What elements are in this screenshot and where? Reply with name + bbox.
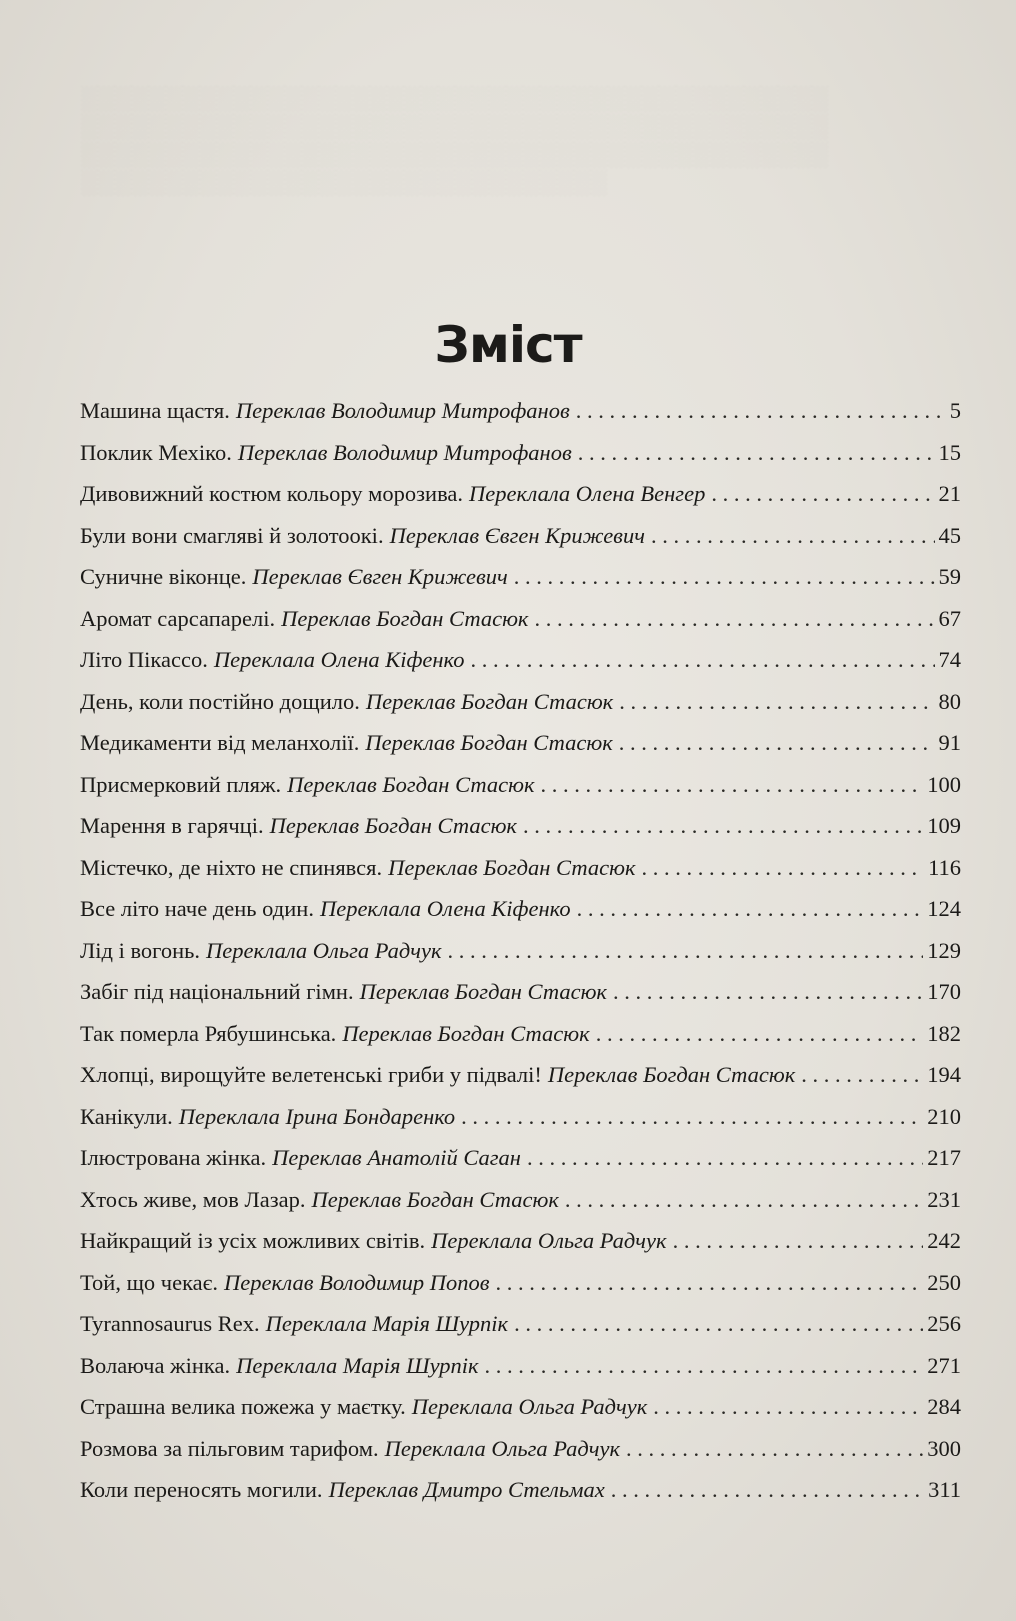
toc-entry[interactable] [80, 805, 961, 847]
toc-entry[interactable] [80, 930, 961, 972]
dot-leader [642, 847, 925, 889]
toc-entry-title: Лід і вогонь. [80, 937, 201, 963]
toc-entry[interactable] [80, 1262, 961, 1304]
toc-entry[interactable] [80, 515, 961, 557]
toc-entry-title: Дивовижний костюм кольору морозива. [80, 481, 464, 506]
toc-entry-page-number: 284 [927, 1394, 961, 1419]
toc-entry-page-number: 59 [938, 564, 961, 589]
toc-entry-title: Все літо наче день один. [80, 896, 314, 921]
dot-leader [485, 1345, 924, 1387]
page-title: Зміст [434, 315, 582, 374]
toc-entry-title: Медикаменти від меланхолії. [80, 730, 360, 755]
toc-entry[interactable] [80, 1054, 961, 1096]
toc-entry-page-number: 100 [927, 771, 961, 797]
dot-leader [596, 1013, 924, 1055]
toc-entry-title: Марення в гарячці. [80, 813, 264, 838]
toc-entry-translator: Переклала Олена Кіфенко [213, 647, 465, 672]
toc-entry[interactable] [80, 432, 961, 474]
toc-entry-translator: Переклав Богдан Стасюк [281, 605, 529, 631]
dot-leader [578, 432, 935, 474]
toc-entry[interactable] [80, 556, 961, 598]
toc-entry-translator: Переклав Дмитро Стельмах [328, 1477, 605, 1502]
dot-leader [801, 1054, 923, 1096]
toc-entry-translator: Переклав Богдан Стасюк [287, 771, 535, 797]
dot-leader [541, 764, 924, 806]
toc-entry-translator: Переклав Богдан Стасюк [547, 1062, 796, 1087]
toc-entry-title: Розмова за пільговим тарифом. [80, 1435, 379, 1461]
toc-entry-page-number: 170 [927, 979, 961, 1004]
toc-entry-page-number: 217 [927, 1145, 961, 1170]
dot-leader [565, 1179, 923, 1221]
toc-entry[interactable] [80, 1303, 961, 1345]
toc-entry[interactable] [80, 722, 961, 764]
toc-entry-translator: Переклав Богдан Стасюк [388, 854, 636, 880]
toc-entry-title: Страшна велика пожежа у маєтку. [80, 1394, 406, 1419]
toc-entry-page-number: 300 [927, 1435, 961, 1461]
toc-entry-translator: Переклала Ольга Радчук [384, 1435, 621, 1461]
dot-leader [626, 1428, 923, 1470]
toc-entry-page-number: 256 [927, 1311, 961, 1336]
toc-entry-page-number: 116 [928, 854, 961, 880]
toc-entry[interactable] [80, 1345, 961, 1387]
toc-entry-translator: Переклала Марія Шурпік [265, 1311, 509, 1336]
toc-entry[interactable] [80, 1428, 961, 1470]
toc-entry-translator: Переклала Марія Шурпік [236, 1352, 479, 1378]
toc-entry[interactable] [80, 1013, 961, 1055]
toc-entry[interactable] [80, 598, 961, 640]
toc-entry-title: Найкращий із усіх можливих світів. [80, 1228, 426, 1253]
toc-entry-page-number: 129 [927, 937, 961, 963]
toc-entry-title: Поклик Мехіко. [80, 439, 232, 465]
toc-entry[interactable] [80, 1096, 961, 1138]
toc-entry-page-number: 67 [938, 605, 961, 631]
toc-entry-page-number: 80 [938, 688, 961, 714]
toc-entry-page-number: 182 [927, 1020, 961, 1046]
toc-entry-translator: Переклав Володимир Попов [223, 1269, 490, 1295]
toc-entry-page-number: 124 [927, 896, 961, 921]
toc-entry[interactable] [80, 1220, 961, 1262]
toc-entry-title: Коли переносять могили. [80, 1477, 323, 1502]
dot-leader [653, 1386, 923, 1428]
toc-entry-title: Канікули. [80, 1103, 173, 1129]
toc-entry-translator: Переклав Богдан Стасюк [311, 1186, 559, 1212]
toc-entry[interactable] [80, 971, 961, 1013]
toc-entry-page-number: 250 [927, 1269, 961, 1295]
table-of-contents [80, 390, 961, 1511]
toc-entry-page-number: 109 [927, 813, 961, 838]
toc-entry-title: Суничне віконце. [80, 564, 247, 589]
toc-entry-translator: Переклав Богдан Стасюк [365, 730, 613, 755]
dot-leader [534, 598, 934, 640]
dot-leader [711, 473, 934, 515]
toc-entry-title: Присмерковий пляж. [80, 771, 282, 797]
dot-leader [496, 1262, 924, 1304]
toc-entry-title: Tyrannosaurus Rex. [80, 1311, 260, 1336]
toc-entry-page-number: 21 [938, 481, 961, 506]
toc-entry-translator: Переклав Євген Крижевич [252, 564, 508, 589]
toc-entry-page-number: 91 [938, 730, 961, 755]
dot-leader [577, 888, 924, 930]
toc-entry-page-number: 5 [949, 398, 961, 423]
toc-entry[interactable] [80, 1386, 961, 1428]
toc-entry-title: Літо Пікассо. [80, 647, 208, 672]
bleed-through-text: ░░░░░░░░░░░░░░░░░░░░░░░░░░░░░░░░░░░░░░░░░░░░ ░░░░░░░░░░░░░░░░░░░░░░░░░░░░░░░░░░░░░░░░░░░░ ░░░░░░░░░░░░░░░░░░░░░░░░░░░░░░░░░░░░░░░░░░░░ ░░░░░░░░░░░░░░░░░░░░░░░░░░░░░░░ [80, 86, 829, 196]
toc-entry-translator: Переклав Богдан Стасюк [359, 979, 607, 1004]
dot-leader [651, 515, 935, 557]
dot-leader [470, 639, 934, 681]
dot-leader [514, 1303, 923, 1345]
dot-leader [576, 390, 946, 432]
toc-entry-title: Забіг під національний гімн. [80, 979, 354, 1004]
toc-entry-translator: Переклав Анатолій Саган [272, 1145, 521, 1170]
toc-entry-title: Ілюстрована жінка. [80, 1145, 267, 1170]
toc-entry-translator: Переклала Олена Кіфенко [319, 896, 571, 921]
toc-entry-page-number: 210 [927, 1103, 961, 1129]
toc-entry-translator: Переклав Богдан Стасюк [269, 813, 517, 838]
toc-entry[interactable] [80, 639, 961, 681]
toc-entry[interactable] [80, 473, 961, 515]
dot-leader [514, 556, 935, 598]
toc-entry-translator: Переклав Володимир Митрофанов [237, 439, 572, 465]
toc-entry-translator: Переклала Ольга Радчук [411, 1394, 648, 1419]
dot-leader [527, 1137, 923, 1179]
dot-leader [523, 805, 923, 847]
dot-leader [613, 971, 923, 1013]
dot-leader [619, 681, 934, 723]
toc-entry-page-number: 194 [927, 1062, 961, 1087]
toc-entry-title: Хтось живе, мов Лазар. [80, 1186, 306, 1212]
dot-leader [448, 930, 924, 972]
toc-entry-translator: Переклала Ольга Радчук [431, 1228, 667, 1253]
toc-entry-title: Аромат сарсапарелі. [80, 605, 276, 631]
toc-entry-page-number: 311 [928, 1477, 961, 1502]
toc-entry-title: Машина щастя. [80, 398, 230, 423]
toc-entry-page-number: 242 [927, 1228, 961, 1253]
toc-entry-page-number: 231 [927, 1186, 961, 1212]
dot-leader [673, 1220, 924, 1262]
toc-entry[interactable] [80, 888, 961, 930]
toc-entry[interactable] [80, 1179, 961, 1221]
toc-entry-title: Містечко, де ніхто не спинявся. [80, 854, 383, 880]
toc-entry-translator: Переклала Ольга Радчук [206, 937, 442, 963]
toc-entry-title: Хлопці, вирощуйте велетенські гриби у підвалі! [80, 1062, 542, 1087]
dot-leader [461, 1096, 923, 1138]
toc-entry-page-number: 45 [938, 522, 961, 548]
toc-entry-translator: Переклала Ірина Бондаренко [178, 1103, 456, 1129]
toc-entry-translator: Переклав Богдан Стасюк [365, 688, 614, 714]
toc-entry-title: Були вони смагляві й золотоокі. [80, 522, 384, 548]
toc-entry[interactable] [80, 681, 961, 723]
toc-entry[interactable] [80, 1469, 961, 1511]
toc-entry-translator: Переклав Богдан Стасюк [342, 1020, 590, 1046]
dot-leader [619, 722, 935, 764]
toc-entry[interactable] [80, 847, 961, 889]
toc-entry-page-number: 15 [938, 439, 961, 465]
toc-entry-translator: Переклав Володимир Митрофанов [235, 398, 570, 423]
toc-entry-title: День, коли постійно дощило. [80, 688, 360, 714]
toc-entry-page-number: 74 [938, 647, 961, 672]
toc-entry-title: Так померла Рябушинська. [80, 1020, 337, 1046]
dot-leader [611, 1469, 924, 1511]
toc-entry[interactable] [80, 1137, 961, 1179]
toc-entry-page-number: 271 [927, 1352, 961, 1378]
toc-entry[interactable] [80, 764, 961, 806]
toc-entry-translator: Переклала Олена Венгер [469, 481, 706, 506]
toc-entry-translator: Переклав Євген Крижевич [389, 522, 645, 548]
toc-entry-title: Той, що чекає. [80, 1269, 218, 1295]
toc-entry[interactable] [80, 390, 961, 432]
toc-entry-title: Волаюча жінка. [80, 1352, 231, 1378]
